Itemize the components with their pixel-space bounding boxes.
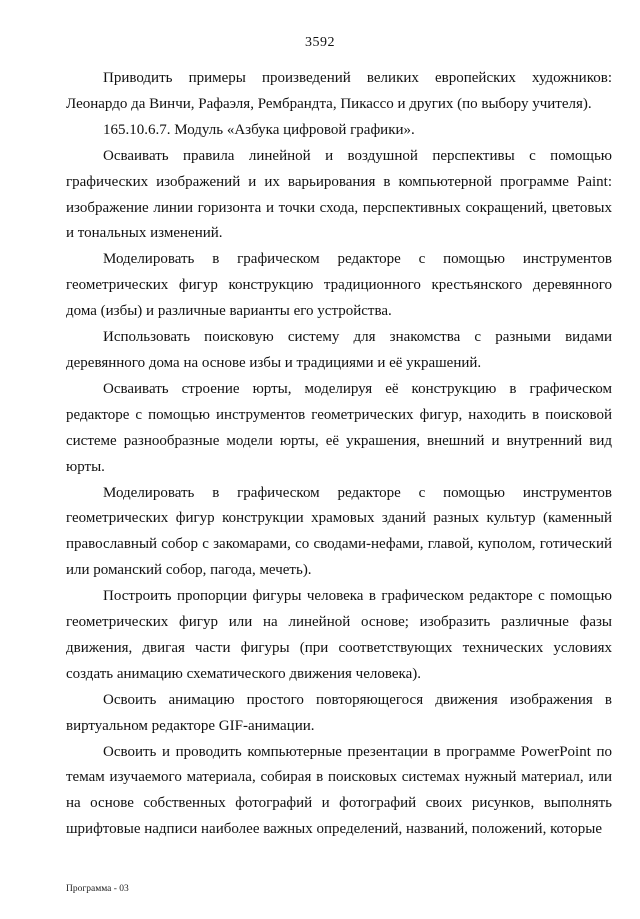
paragraph-izba-modeling: Моделировать в графическом редакторе с помощью инструментов геометрических фигур конструкцию традиционного крестьянского деревянного дома (избы) и различные варианты его устройства. [66,251,612,320]
paragraph-artists: Приводить примеры произведений великих европейских художников: Леонардо да Винчи, Рафаэля, Рембрандта, Пикассо и других (по выбору учителя). [66,70,612,112]
document-body [66,66,612,843]
paragraph-presentations: Освоить и проводить компьютерные презентации в программе PowerPoint по темам изучаемого материала, собирая в поисковых системах нужный материал, или на основе собственных фотографий и фотографий своих рисунков, выполнять шрифтовые надписи наиболее важных определений, названий, положений, которые [66,743,612,838]
paragraph-yurt: Осваивать строение юрты, моделируя её конструкцию в графическом редакторе с помощью инструментов геометрических фигур, находить в поисковой системе разнообразные модели юрты, её украшения, внешний и внутренний вид юрты. [66,380,612,475]
footer-label: Программа - 03 [66,884,129,894]
paragraph-human-figure: Построить пропорции фигуры человека в графическом редакторе с помощью геометрических фигур или на линейной основе; изобразить различные фазы движения, двигая части фигуры (при соответствующих технических условиях создать анимацию схематического движения человека). [66,588,612,682]
page-number: 3592 [305,35,335,50]
paragraph-gif-animation: Освоить анимацию простого повторяющегося движения изображения в виртуальном редакторе GIF-анимации. [66,691,612,734]
paragraph-temples: Моделировать в графическом редакторе с помощью инструментов геометрических фигур конструкции храмовых зданий разных культур (каменный православный собор с закомарами, со сводами-нефами, главой, куполом, готический или романский собор, пагода, мечеть). [66,484,612,579]
paragraph-search-system: Использовать поисковую систему для знакомства с разными видами деревянного дома на основе избы и традициями и её украшений. [66,329,612,371]
paragraph-module-heading: 165.10.6.7. Модуль «Азбука цифровой графики». [103,121,415,138]
paragraph-perspective: Осваивать правила линейной и воздушной перспективы с помощью графических изображений и их варьирования в компьютерной программе Paint: изображение линии горизонта и точки схода, перспективных сокращений, цветовых и тональных изменений. [66,147,612,242]
